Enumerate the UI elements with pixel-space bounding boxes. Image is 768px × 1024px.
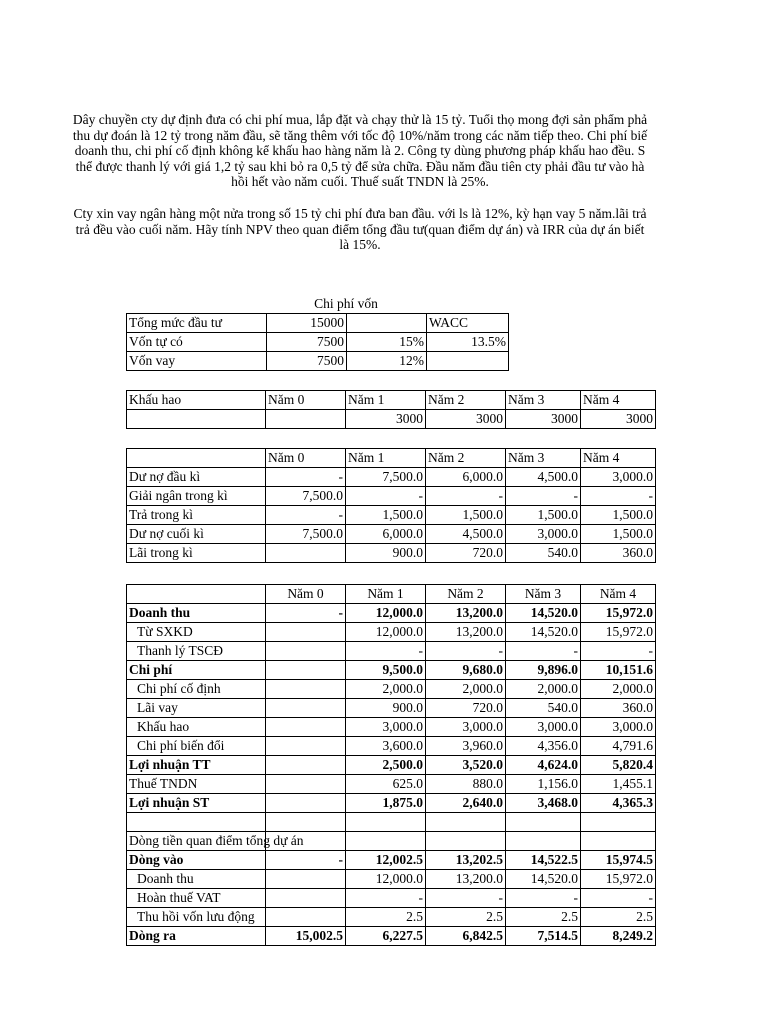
table-row bbox=[127, 314, 509, 333]
cell: 4,365.3 bbox=[581, 794, 656, 813]
cell: 720.0 bbox=[426, 699, 506, 718]
cell: - bbox=[266, 851, 346, 870]
cell: Lợi nhuận TT bbox=[127, 756, 266, 775]
cell: 1,500.0 bbox=[506, 506, 581, 525]
cell: Chi phí bbox=[127, 661, 266, 680]
cell bbox=[266, 908, 346, 927]
cell: 15000 bbox=[267, 314, 347, 333]
cell: Trả trong kì bbox=[127, 506, 266, 525]
cell: 1,875.0 bbox=[346, 794, 426, 813]
cell bbox=[506, 832, 581, 851]
table-row bbox=[127, 908, 656, 927]
cell bbox=[427, 352, 509, 371]
table-row bbox=[127, 813, 656, 832]
cell: Năm 2 bbox=[426, 391, 506, 410]
cell: 12,000.0 bbox=[346, 623, 426, 642]
cell: 3,520.0 bbox=[426, 756, 506, 775]
cell bbox=[426, 832, 506, 851]
cell: 2.5 bbox=[426, 908, 506, 927]
cell: 7,500.0 bbox=[346, 468, 426, 487]
cell: 540.0 bbox=[506, 699, 581, 718]
cell: 3000 bbox=[581, 410, 656, 429]
cell: - bbox=[426, 889, 506, 908]
cell: WACC bbox=[427, 314, 509, 333]
cell: Năm 1 bbox=[346, 449, 426, 468]
cell: 900.0 bbox=[346, 544, 426, 563]
cell bbox=[266, 775, 346, 794]
cell: Năm 1 bbox=[346, 391, 426, 410]
cell: 720.0 bbox=[426, 544, 506, 563]
cell: 6,000.0 bbox=[346, 525, 426, 544]
cell: 4,624.0 bbox=[506, 756, 581, 775]
cell: 2.5 bbox=[581, 908, 656, 927]
capital-cost-title: Chi phí vốn bbox=[314, 296, 378, 311]
cell: 15% bbox=[347, 333, 427, 352]
cell: 7500 bbox=[267, 333, 347, 352]
cell: 7,500.0 bbox=[266, 487, 346, 506]
cell: - bbox=[266, 506, 346, 525]
cell: 2,640.0 bbox=[426, 794, 506, 813]
cell bbox=[266, 889, 346, 908]
cell: - bbox=[581, 889, 656, 908]
cell bbox=[266, 737, 346, 756]
cell: 540.0 bbox=[506, 544, 581, 563]
cell: Doanh thu bbox=[127, 870, 266, 889]
cell: Năm 3 bbox=[506, 391, 581, 410]
cell: 4,791.6 bbox=[581, 737, 656, 756]
table-row bbox=[127, 889, 656, 908]
table-row bbox=[127, 525, 656, 544]
cell: 1,500.0 bbox=[426, 506, 506, 525]
cell: Thu hồi vốn lưu động bbox=[127, 908, 266, 927]
cell: 9,896.0 bbox=[506, 661, 581, 680]
text-line: thể được thanh lý với giá 1,2 tỷ sau khi bỏ ra 0,5 tỷ để sửa chữa. Đầu năm đầu tiên cty phải đầu tư vào hà bbox=[75, 158, 645, 174]
table-row bbox=[127, 775, 656, 794]
cell: Dư nợ đầu kì bbox=[127, 468, 266, 487]
cell: 2,000.0 bbox=[581, 680, 656, 699]
cell bbox=[581, 813, 656, 832]
cell: 3,000.0 bbox=[581, 468, 656, 487]
cell: Năm 0 bbox=[266, 391, 346, 410]
cell: Từ SXKD bbox=[127, 623, 266, 642]
cell: Năm 4 bbox=[581, 449, 656, 468]
text-line: là 15%. bbox=[339, 237, 381, 252]
cell: 3000 bbox=[506, 410, 581, 429]
cell: 3,000.0 bbox=[506, 718, 581, 737]
capital-cost-table bbox=[126, 313, 509, 371]
cell bbox=[266, 544, 346, 563]
text-line: hồi hết vào năm cuối. Thuế suất TNDN là 25%. bbox=[231, 174, 489, 189]
cell: - bbox=[266, 468, 346, 487]
depreciation-table bbox=[126, 390, 656, 429]
cell: 15,972.0 bbox=[581, 870, 656, 889]
cell: Năm 0 bbox=[266, 585, 346, 604]
cell: 15,974.5 bbox=[581, 851, 656, 870]
cell: 2,000.0 bbox=[506, 680, 581, 699]
table-row bbox=[127, 718, 656, 737]
cell: Lãi vay bbox=[127, 699, 266, 718]
cell: Doanh thu bbox=[127, 604, 266, 623]
cell bbox=[127, 410, 266, 429]
cell: 13.5% bbox=[427, 333, 509, 352]
cell bbox=[266, 813, 346, 832]
cell: 900.0 bbox=[346, 699, 426, 718]
cell bbox=[266, 718, 346, 737]
cell: Hoàn thuế VAT bbox=[127, 889, 266, 908]
cell bbox=[266, 870, 346, 889]
cell: 10,151.6 bbox=[581, 661, 656, 680]
table-row bbox=[127, 468, 656, 487]
cell: 15,972.0 bbox=[581, 623, 656, 642]
table-header-row bbox=[127, 391, 656, 410]
cell: 7,500.0 bbox=[266, 525, 346, 544]
cell: Thuế TNDN bbox=[127, 775, 266, 794]
cell bbox=[426, 813, 506, 832]
table-header-row bbox=[127, 585, 656, 604]
cell: 2.5 bbox=[506, 908, 581, 927]
table-row bbox=[127, 851, 656, 870]
cell: 625.0 bbox=[346, 775, 426, 794]
table-row bbox=[127, 623, 656, 642]
income-cashflow-table bbox=[126, 584, 656, 946]
cell: 4,500.0 bbox=[506, 468, 581, 487]
cell: 15,002.5 bbox=[266, 927, 346, 946]
text-line: Cty xin vay ngân hàng một nửa trong số 15 tỷ chi phí đưa ban đầu. với ls là 12%, kỳ hạn vay 5 năm.lãi trả bbox=[73, 206, 647, 221]
cell: - bbox=[506, 642, 581, 661]
cell: - bbox=[426, 487, 506, 506]
cell bbox=[266, 794, 346, 813]
cell: 9,500.0 bbox=[346, 661, 426, 680]
cell: Năm 4 bbox=[581, 391, 656, 410]
cell: 12,002.5 bbox=[346, 851, 426, 870]
cell bbox=[127, 585, 266, 604]
cell: 2,000.0 bbox=[346, 680, 426, 699]
cell: 5,820.4 bbox=[581, 756, 656, 775]
problem-paragraph-2 bbox=[62, 206, 658, 253]
cell: 12,000.0 bbox=[346, 870, 426, 889]
table-row bbox=[127, 661, 656, 680]
cell bbox=[266, 680, 346, 699]
cell: 7,514.5 bbox=[506, 927, 581, 946]
cell: Thanh lý TSCĐ bbox=[127, 642, 266, 661]
cell: 3,468.0 bbox=[506, 794, 581, 813]
cell: - bbox=[506, 487, 581, 506]
cell: - bbox=[346, 889, 426, 908]
cell: Năm 1 bbox=[346, 585, 426, 604]
table-row bbox=[127, 642, 656, 661]
text-line: doanh thu, chi phí cố định không kể khấu hao hàng năm là 2. Công ty dùng phương pháp khấu hao đều. S bbox=[74, 143, 646, 158]
cell: 1,455.1 bbox=[581, 775, 656, 794]
cell: 1,500.0 bbox=[581, 506, 656, 525]
cell: - bbox=[266, 604, 346, 623]
cell: 880.0 bbox=[426, 775, 506, 794]
cell: 3000 bbox=[346, 410, 426, 429]
cell: 3,000.0 bbox=[426, 718, 506, 737]
cell: 14,520.0 bbox=[506, 623, 581, 642]
cell: Dòng vào bbox=[127, 851, 266, 870]
cell bbox=[266, 661, 346, 680]
cell: Tổng mức đầu tư bbox=[127, 314, 267, 333]
cell bbox=[266, 410, 346, 429]
cell: - bbox=[346, 642, 426, 661]
cell bbox=[346, 832, 426, 851]
cell bbox=[266, 642, 346, 661]
cell bbox=[266, 699, 346, 718]
cell: - bbox=[581, 642, 656, 661]
debt-schedule-table bbox=[126, 448, 656, 563]
table-row bbox=[127, 604, 656, 623]
cell bbox=[506, 813, 581, 832]
cell: 14,520.0 bbox=[506, 870, 581, 889]
cell: Chi phí biến đổi bbox=[127, 737, 266, 756]
cell: 7500 bbox=[267, 352, 347, 371]
cell: Khấu hao bbox=[127, 718, 266, 737]
cell: - bbox=[506, 889, 581, 908]
table-row bbox=[127, 794, 656, 813]
cell: - bbox=[426, 642, 506, 661]
cell: 9,680.0 bbox=[426, 661, 506, 680]
cell: 2,000.0 bbox=[426, 680, 506, 699]
cell: 12,000.0 bbox=[346, 604, 426, 623]
cell: 6,000.0 bbox=[426, 468, 506, 487]
cell: 14,522.5 bbox=[506, 851, 581, 870]
cell: Dòng tiền quan điểm tổng dự án bbox=[127, 832, 266, 851]
cell: Lợi nhuận ST bbox=[127, 794, 266, 813]
table-row bbox=[127, 756, 656, 775]
cell: Lãi trong kì bbox=[127, 544, 266, 563]
cell: 13,200.0 bbox=[426, 604, 506, 623]
table-row bbox=[127, 927, 656, 946]
cell: 4,356.0 bbox=[506, 737, 581, 756]
table-row bbox=[127, 544, 656, 563]
cell: 8,249.2 bbox=[581, 927, 656, 946]
cell bbox=[347, 314, 427, 333]
cell: 6,227.5 bbox=[346, 927, 426, 946]
cell: Năm 0 bbox=[266, 449, 346, 468]
cell: Năm 3 bbox=[506, 585, 581, 604]
cell: 1,500.0 bbox=[581, 525, 656, 544]
cell: 6,842.5 bbox=[426, 927, 506, 946]
cell: Năm 3 bbox=[506, 449, 581, 468]
cell: 360.0 bbox=[581, 699, 656, 718]
cell: 3,000.0 bbox=[346, 718, 426, 737]
cell: 14,520.0 bbox=[506, 604, 581, 623]
cell: 13,202.5 bbox=[426, 851, 506, 870]
table-row bbox=[127, 487, 656, 506]
cell: Chi phí cố định bbox=[127, 680, 266, 699]
cell: 13,200.0 bbox=[426, 623, 506, 642]
cell: 3,600.0 bbox=[346, 737, 426, 756]
cell: Dư nợ cuối kì bbox=[127, 525, 266, 544]
table-row bbox=[127, 333, 509, 352]
cell: 15,972.0 bbox=[581, 604, 656, 623]
cell: Năm 4 bbox=[581, 585, 656, 604]
cell bbox=[127, 813, 266, 832]
cell: 1,156.0 bbox=[506, 775, 581, 794]
table-row bbox=[127, 737, 656, 756]
cell: Giải ngân trong kì bbox=[127, 487, 266, 506]
cell: - bbox=[581, 487, 656, 506]
text-line: Dây chuyền cty dự định đưa có chi phí mua, lắp đặt và chạy thử là 15 tỷ. Tuổi thọ mong đợi sản phẩm phả bbox=[72, 112, 648, 127]
cell: 12% bbox=[347, 352, 427, 371]
cell: Khấu hao bbox=[127, 391, 266, 410]
table-row bbox=[127, 410, 656, 429]
table-row bbox=[127, 870, 656, 889]
table-row bbox=[127, 352, 509, 371]
text-line: trả đều vào cuối năm. Hãy tính NPV theo quan điểm tổng đầu tư(quan điểm dự án) và IRR của dự án biết bbox=[75, 221, 645, 237]
cell: 2,500.0 bbox=[346, 756, 426, 775]
text-line: thu dự đoán là 12 tỷ trong năm đầu, sẽ tăng thêm với tốc độ 10%/năm trong các năm tiếp theo. Chi phí biế bbox=[72, 127, 648, 143]
cell: Năm 2 bbox=[426, 449, 506, 468]
table-row bbox=[127, 699, 656, 718]
cell bbox=[266, 756, 346, 775]
cell: Dòng ra bbox=[127, 927, 266, 946]
cell bbox=[127, 449, 266, 468]
cell: Vốn vay bbox=[127, 352, 267, 371]
table-row bbox=[127, 832, 656, 851]
problem-paragraph-1 bbox=[62, 112, 658, 190]
cell: 3,000.0 bbox=[506, 525, 581, 544]
cell bbox=[266, 623, 346, 642]
cell: 4,500.0 bbox=[426, 525, 506, 544]
table-header-row bbox=[127, 449, 656, 468]
table-row bbox=[127, 506, 656, 525]
cell: Năm 2 bbox=[426, 585, 506, 604]
cell bbox=[581, 832, 656, 851]
table-row bbox=[127, 680, 656, 699]
cell: Vốn tự có bbox=[127, 333, 267, 352]
cell: 3,000.0 bbox=[581, 718, 656, 737]
cell: 2.5 bbox=[346, 908, 426, 927]
cell: - bbox=[346, 487, 426, 506]
cell: 3,960.0 bbox=[426, 737, 506, 756]
cell: 360.0 bbox=[581, 544, 656, 563]
cell: 1,500.0 bbox=[346, 506, 426, 525]
cell bbox=[346, 813, 426, 832]
cell: 13,200.0 bbox=[426, 870, 506, 889]
cell: 3000 bbox=[426, 410, 506, 429]
